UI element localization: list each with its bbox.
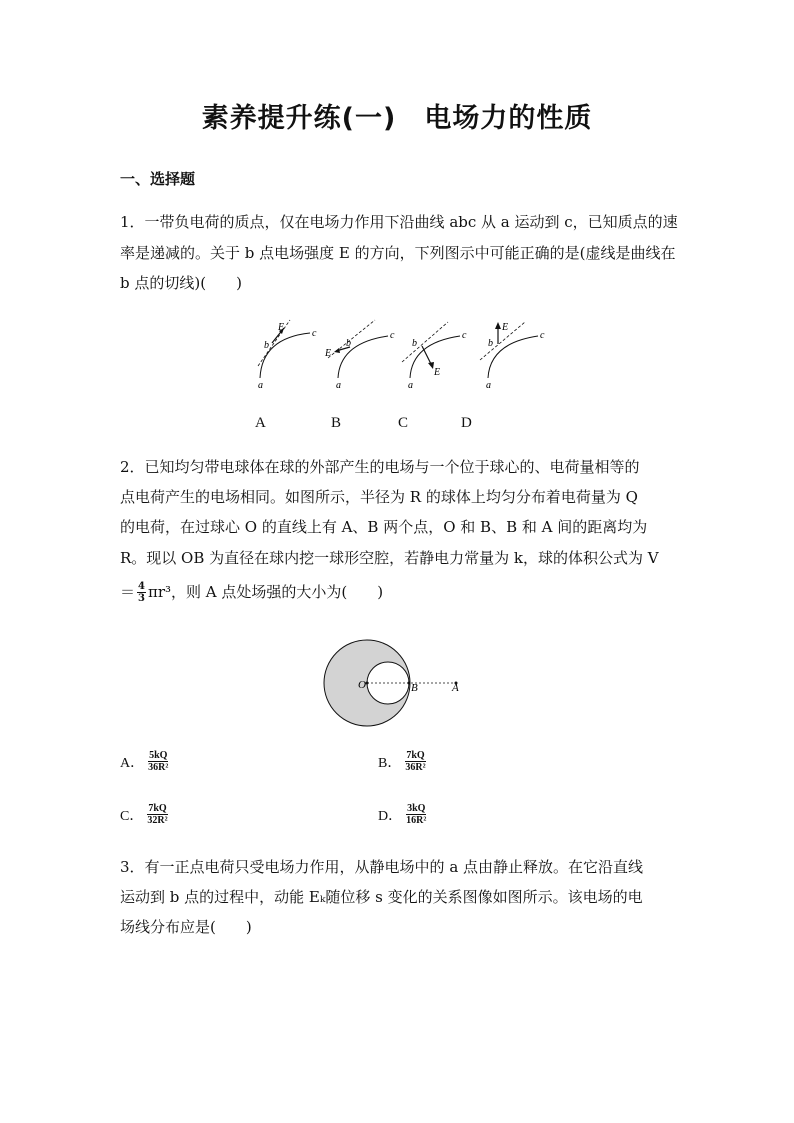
question-3-line-2: 运动到 b 点的过程中，动能 Eₖ随位移 s 变化的关系图像如图所示。该电场的电 xyxy=(120,888,643,906)
svg-text:E: E xyxy=(325,348,332,359)
svg-text:b: b xyxy=(264,340,269,351)
figure-label-a: A xyxy=(255,415,266,431)
svg-text:a: a xyxy=(336,380,341,391)
svg-text:c: c xyxy=(462,330,467,341)
svg-text:b: b xyxy=(346,338,351,349)
svg-text:E: E xyxy=(278,322,285,333)
svg-text:b: b xyxy=(412,338,417,349)
figure-label-c: C xyxy=(398,415,409,431)
svg-text:a: a xyxy=(486,380,491,391)
figure-b xyxy=(324,320,395,391)
section-heading: 一、选择题 xyxy=(120,170,196,188)
option-b[interactable]: B． $\frac{7kQ}{\text{36R²}}$ xyxy=(378,750,426,773)
option-a[interactable]: A． $\frac{5kQ}{\text{36R²}}$ xyxy=(120,750,169,773)
figure-c xyxy=(402,322,467,391)
question-1-figures xyxy=(250,318,550,398)
svg-text:E: E xyxy=(502,322,509,333)
option-d[interactable]: D． $\frac{3kQ}{\text{16R²}}$ xyxy=(378,803,427,826)
svg-text:c: c xyxy=(540,330,545,341)
svg-text:b: b xyxy=(488,338,493,349)
svg-text:O: O xyxy=(358,679,366,691)
svg-text:a: a xyxy=(408,380,413,391)
question-2-line-5: ＝ $\frac{4}{3}$ πr³，则 A 点处场强的大小为( ) xyxy=(120,580,384,604)
svg-text:A: A xyxy=(452,682,459,694)
question-2-line-1: 2．已知均匀带电球体在球的外部产生的电场与一个位于球心的、电荷量相等的 xyxy=(120,458,640,476)
option-c[interactable]: C． $\frac{7kQ}{\text{32R²}}$ xyxy=(120,803,168,826)
figure-label-d: D xyxy=(461,415,472,431)
question-2-line-3: 的电荷，在过球心 O 的直线上有 A、B 两个点，O 和 B、B 和 A 间的距离均为 xyxy=(120,518,648,536)
question-2-line-2: 点电荷产生的电场相同。如图所示，半径为 R 的球体上均匀分布着电荷量为 Q xyxy=(120,488,638,506)
svg-text:c: c xyxy=(312,328,317,339)
figure-d xyxy=(480,322,545,391)
question-2-figure xyxy=(320,633,470,733)
page-title: 素养提升练(一) 电场力的性质 xyxy=(201,103,593,134)
question-1-text: 1．一带负电荷的质点，仅在电场力作用下沿曲线 abc 从 a 运动到 c，已知质点的速率是递减的。关于 b 点电场强度 E 的方向，下列图示中可能正确的是(虚线是曲线在 b 点的切线)( ) xyxy=(120,213,678,292)
figure-label-b: B xyxy=(331,415,342,431)
svg-text:c: c xyxy=(390,330,395,341)
question-3-line-1: 3．有一正点电荷只受电场力作用，从静电场中的 a 点由静止释放。在它沿直线 xyxy=(120,858,644,876)
svg-text:B: B xyxy=(411,682,418,694)
svg-text:E: E xyxy=(434,367,441,378)
question-3-line-3: 场线分布应是( ) xyxy=(120,918,252,936)
figure-a xyxy=(258,320,317,391)
label-a: a xyxy=(258,380,263,391)
question-2-line-4: R。现以 OB 为直径在球内挖一球形空腔，若静电力常量为 k，球的体积公式为 V xyxy=(120,549,659,567)
